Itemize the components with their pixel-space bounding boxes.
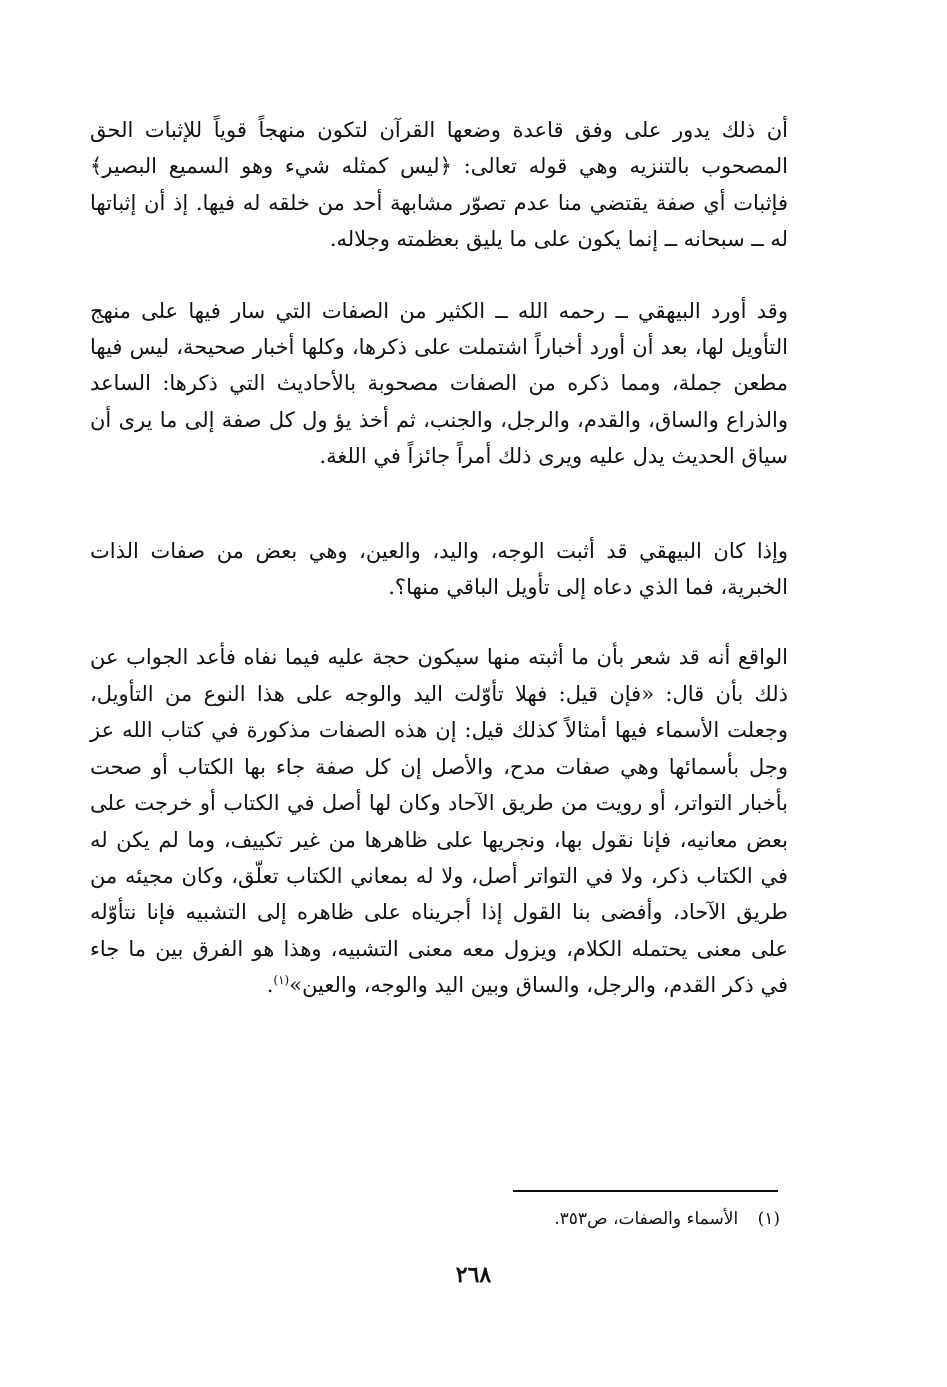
paragraph-3: وإذا كان البيهقي قد أثبت الوجه، واليد، والعين، وهي بعض من صفات الذات الخبرية، فما الذي دعاه إلى تأويل الباقي منها؟. [90,538,788,600]
footnote-reference: (١) [273,973,290,988]
footnote-number: (١) [757,1209,780,1229]
paragraph-4 [90,639,788,1003]
footnote [554,1206,780,1232]
footnote-divider [513,1190,778,1192]
closing-period: . [266,973,274,998]
footnote-text: الأسماء والصفات، ص٣٥٣. [554,1209,739,1229]
page-number: ٢٦٨ [455,1262,492,1288]
body-text [90,112,788,1004]
paragraph-2: وقد أورد البيهقي ــ رحمه الله ــ الكثير من الصفات التي سار فيها على منهج التأويل لها، بعد أن أورد أخباراً اشتملت على ذكرها، وكلها أخبار صحيحة، ليس فيها مطعن جملة، ومما ذكره من الصفات مصحوبة بالأحاديث التي ذكرها: الساعد والذراع والساق، والقدم، والرجل، والجنب، ثم أخذ يؤ ول كل صفة إلى ما يرى أن سياق الحديث يدل عليه ويرى ذلك أمراً جائزاً في اللغة. [90,298,788,469]
paragraph-1: أن ذلك يدور على وفق قاعدة وضعها القرآن لتكون منهجاً قوياً للإثبات الحق المصحوب بالتنزيه وهي قوله تعالى: ﴿ليس كمثله شيء وهو السميع البصير﴾ فإثبات أي صفة يقتضي منا عدم تصوّر مشابهة أحد من خلقه له فيها. إذ أن إثباتها له ــ سبحانه ــ إنما يكون على ما يليق بعظمته وجلاله. [90,118,788,252]
paragraph-4-text: الواقع أنه قد شعر بأن ما أثبته منها سيكون حجة عليه فيما نفاه فأعد الجواب عن ذلك بأن قال: «فإن قيل: فهلا تأوّلت اليد والوجه على هذا النوع من التأويل، وجعلت الأسماء فيها أمثالاً كذلك قيل: إن هذه الصفات مذكورة في كتاب الله عز وجل بأسمائها وهي صفات مدح، والأصل إن كل صفة جاء بها الكتاب أو صحت بأخبار التواتر، أو رويت من طريق الآحاد وكان لها أصل في الكتاب أو خرجت على بعض معانيه، فإنا نقول بها، ونجريها على ظاهرها من غير تكييف، وما لم يكن له في الكتاب ذكر، ولا في التواتر أصل، ولا له بمعاني الكتاب تعلّق، وكان مجيئه من طريق الآحاد، وأفضى بنا القول إذا أجريناه على ظاهره إلى التشبيه فإنا نتأوّله على معنى يحتمله الكلام، ويزول معه معنى التشبيه، وهذا هو الفرق بين ما جاء في ذكر القدم، والرجل، والساق وبين اليد والوجه، والعين» [90,645,788,998]
